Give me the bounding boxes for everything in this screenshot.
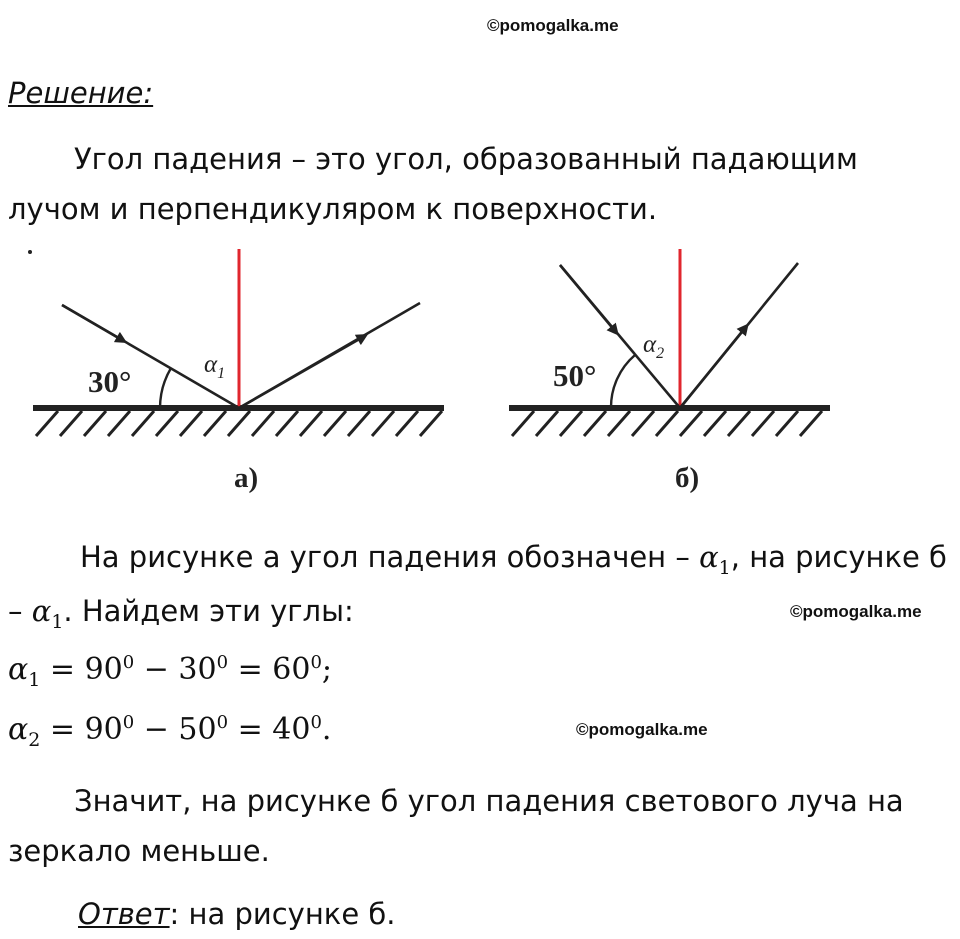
incident-arrow-b: [560, 265, 615, 331]
hatching-b: [512, 411, 822, 436]
definition-line-2: лучом и перпендикуляром к поверхности.: [8, 192, 658, 226]
solution-heading: Решение:: [8, 76, 154, 110]
dash-text: –: [8, 594, 32, 628]
answer-text: : на рисунке б.: [169, 897, 396, 931]
notation-text-2: , на рисунке б: [730, 540, 947, 574]
conclusion-line-2: зеркало меньше.: [8, 834, 270, 868]
answer-label: Ответ: [78, 897, 170, 931]
watermark-top: ©pomogalka.me: [487, 16, 619, 35]
angle-label-b: 50°: [553, 358, 597, 393]
reflected-arrow-b: [680, 328, 745, 408]
watermark-middle: ©pomogalka.me: [790, 602, 922, 621]
equation-alpha2: $\alpha_2 = 90^0 - 50^0 = 40^0$.: [8, 712, 332, 751]
alpha-inline-2: $\alpha_1$: [31, 594, 64, 633]
notation-line-2: [8, 594, 354, 633]
definition-line-1: Угол падения – это угол, образованный падающим: [74, 142, 858, 176]
equation-alpha1: $\alpha_1 = 90^0 - 30^0 = 60^0$;: [8, 652, 332, 691]
answer-line: [78, 897, 396, 931]
stray-dot: [28, 250, 32, 254]
figure-b: [509, 249, 830, 494]
caption-a: а): [234, 462, 259, 494]
notation-line-1: [80, 540, 947, 579]
alpha-inline-1: $\alpha_1$: [699, 540, 731, 579]
angle-arc-b: [611, 355, 635, 408]
hatching-a: [36, 411, 442, 436]
alpha-label-a: $\alpha_1$: [204, 351, 226, 382]
reflection-diagram: [0, 240, 960, 500]
conclusion-line-1: Значит, на рисунке б угол падения светового луча на: [74, 784, 904, 818]
incident-arrow-a: [62, 305, 122, 340]
reflected-arrow-a: [239, 337, 363, 408]
notation-text-1: На рисунке а угол падения обозначен –: [80, 540, 700, 574]
caption-b: б): [675, 462, 700, 494]
watermark-bottom: ©pomogalka.me: [576, 720, 708, 739]
figure-a: [33, 249, 444, 494]
angle-label-a: 30°: [88, 364, 132, 399]
alpha-label-b: $\alpha_2$: [643, 331, 665, 362]
notation-text-3: . Найдем эти углы:: [63, 594, 354, 628]
angle-arc-a: [160, 368, 171, 408]
